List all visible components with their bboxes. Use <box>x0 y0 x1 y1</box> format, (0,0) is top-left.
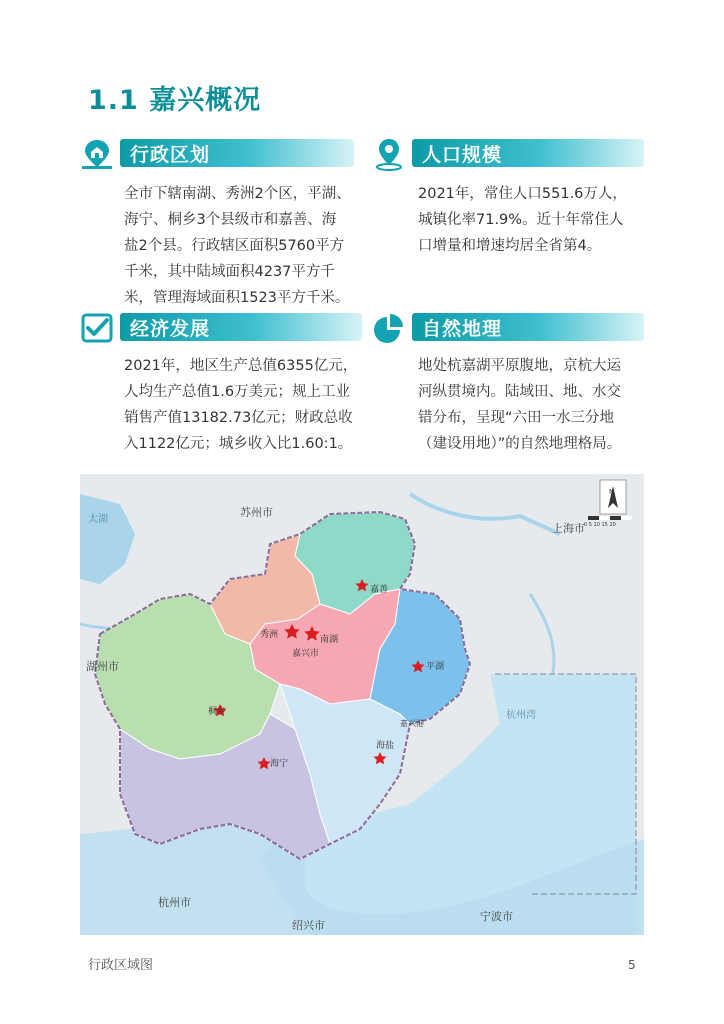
text-line: 口增量和增速均居全省第4。 <box>418 238 602 254</box>
section-population-text <box>418 181 648 259</box>
section-admin <box>80 137 360 307</box>
section-population <box>372 137 644 277</box>
map-canvas <box>80 474 644 935</box>
label-nanhu: 南湖 <box>320 635 339 645</box>
section-population-bar <box>412 139 644 167</box>
page-title: 1.1 嘉兴概况 <box>88 85 262 116</box>
label-shaoxing: 绍兴市 <box>292 919 325 932</box>
label-shanghai: 上海市 <box>552 522 585 535</box>
map-caption: 行政区域图 <box>88 958 154 973</box>
checklist-icon <box>80 311 114 345</box>
label-pinghu: 平湖 <box>426 662 445 672</box>
text-line: 米，管理海域面积1523平方千米。 <box>124 290 350 306</box>
text-line: 错分布，呈现“六田一水三分地 <box>418 410 615 426</box>
section-admin-title: 行政区划 <box>130 144 211 166</box>
section-admin-bar <box>120 139 354 167</box>
map-pin-icon <box>372 137 406 171</box>
section-economy <box>80 311 364 461</box>
label-xiuzhou: 秀洲 <box>260 630 279 640</box>
text-line: 盐2个县。行政辖区面积5760平方 <box>124 238 345 254</box>
north-label: N <box>609 488 615 496</box>
admin-region-map <box>80 474 644 935</box>
scale-label: 0 5 10 15 20 <box>584 522 616 528</box>
section-economy-bar <box>120 313 362 341</box>
text-line: 2021年，地区生产总值6355亿元， <box>124 358 358 374</box>
text-line: 河纵贯境内。陆域田、地、水交 <box>418 384 621 400</box>
label-jiashan: 嘉善 <box>370 585 389 595</box>
label-haiyan: 海盐 <box>376 741 395 751</box>
label-tongxiang: 桐乡 <box>208 707 227 717</box>
section-admin-text <box>124 181 364 311</box>
section-economy-header <box>80 311 364 341</box>
label-huzhou: 湖州市 <box>86 660 119 673</box>
text-line: 城镇化率71.9%。近十年常住人 <box>418 212 624 228</box>
text-line: 全市下辖南湖、秀洲2个区，平湖、 <box>124 186 351 202</box>
section-economy-title: 经济发展 <box>130 318 211 340</box>
section-geography-bar <box>412 313 644 341</box>
label-jiaxing: 嘉兴市 <box>292 649 320 659</box>
label-ningbo: 宁波市 <box>480 910 513 923</box>
pie-chart-icon <box>372 311 406 345</box>
section-population-title: 人口规模 <box>422 144 503 166</box>
label-suzhou: 苏州市 <box>240 506 273 519</box>
text-line: 地处杭嘉湖平原腹地，京杭大运 <box>418 358 621 374</box>
label-hangzhou: 杭州市 <box>158 896 191 909</box>
section-population-header <box>372 137 644 167</box>
label-haining: 海宁 <box>270 759 289 769</box>
page-number: 5 <box>628 958 636 972</box>
house-location-icon <box>80 137 114 171</box>
text-line: 销售产值13182.73亿元；财政总收 <box>124 410 353 426</box>
section-geography-text <box>418 353 648 457</box>
label-taihu: 太湖 <box>88 514 108 525</box>
section-geography-header <box>372 311 644 341</box>
text-line: 海宁、桐乡3个县级市和嘉善、海 <box>124 212 337 228</box>
north-arrow <box>600 480 626 514</box>
section-geography <box>372 311 644 461</box>
text-line: 人均生产总值1.6万美元；规上工业 <box>124 384 351 400</box>
text-line: 2021年，常住人口551.6万人， <box>418 186 627 202</box>
label-jiaxing-port: 嘉兴港 <box>400 719 424 728</box>
text-line: 入1122亿元；城乡收入比1.60:1。 <box>124 436 353 452</box>
section-geography-title: 自然地理 <box>422 318 503 340</box>
section-economy-text <box>124 353 369 457</box>
text-line: 千米，其中陆域面积4237平方千 <box>124 264 335 280</box>
section-admin-header <box>80 137 360 167</box>
label-hangzhou-bay: 杭州湾 <box>506 710 536 721</box>
text-line: （建设用地）”的自然地理格局。 <box>418 436 622 452</box>
